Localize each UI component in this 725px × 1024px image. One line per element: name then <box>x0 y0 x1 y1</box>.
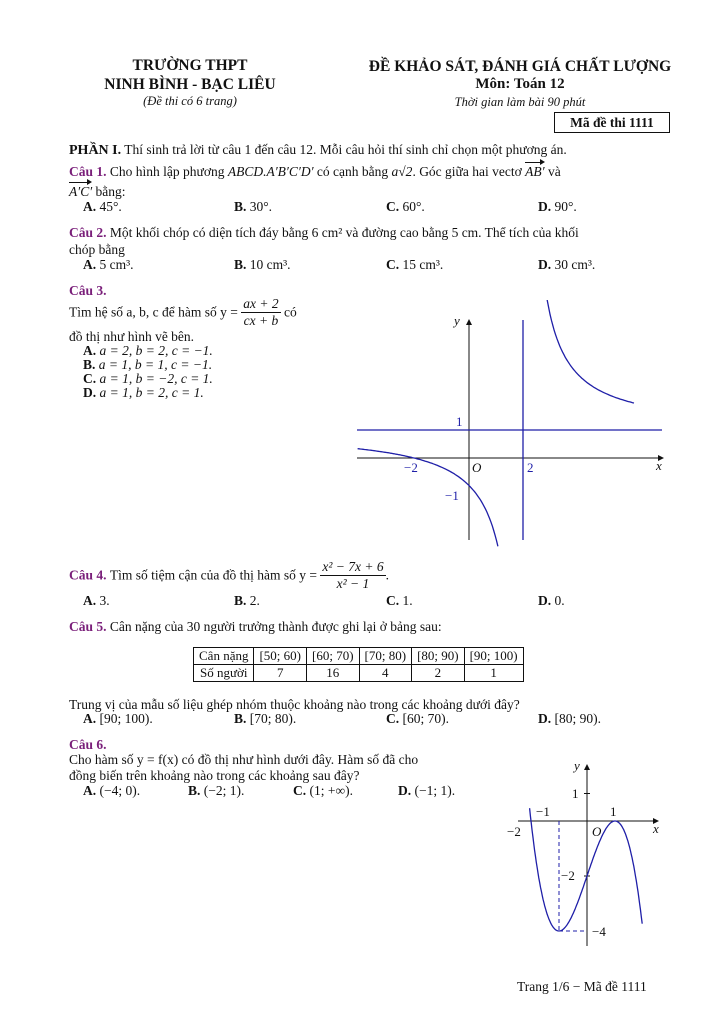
question-text: . Góc giữa hai vectơ <box>412 164 522 179</box>
option-d[interactable] <box>538 257 595 273</box>
option-letter: B. <box>234 199 247 214</box>
question-6-line2: đồng biến trên khoảng nào trong các khoảng sau đây? <box>69 768 360 783</box>
question-label: Câu 4. <box>69 567 107 583</box>
option-letter: C. <box>386 199 400 214</box>
question-5-line2: Trung vị của mẫu số liệu ghép nhóm thuộc khoảng nào trong các khoảng dưới đây? <box>69 697 520 712</box>
school-line2: NINH BÌNH - BẠC LIÊU <box>104 76 276 93</box>
option-value: (−4; 0). <box>99 783 141 798</box>
option-letter: D. <box>83 385 97 400</box>
option-b[interactable] <box>234 199 272 215</box>
option-value: [60; 70). <box>402 711 449 726</box>
option-value: [90; 100). <box>99 711 153 726</box>
question-text: bằng: <box>95 184 126 199</box>
option-value: (1; +∞). <box>309 783 353 798</box>
table-cell: [90; 100) <box>464 648 523 665</box>
question-label: Câu 6. <box>69 737 107 752</box>
duration: Thời gian làm bài 90 phút <box>454 95 586 109</box>
option-value: (−2; 1). <box>203 783 245 798</box>
y-axis-label: y <box>454 313 460 328</box>
option-value: 45°. <box>99 199 122 214</box>
option-c[interactable] <box>386 257 443 273</box>
question-6-line1: Cho hàm số y = f(x) có đồ thị như hình dưới đây. Hàm số đã cho <box>69 752 419 767</box>
question-5 <box>69 619 442 635</box>
option-value: [70; 80). <box>249 711 297 726</box>
option-letter: B. <box>234 593 247 608</box>
question-text: . <box>385 567 389 583</box>
option-letter: C. <box>386 593 400 608</box>
question-label: Câu 3. <box>69 283 107 298</box>
table-cell: [60; 70) <box>307 648 360 665</box>
table-cell: [70; 80) <box>359 648 412 665</box>
option-value: [80; 90). <box>554 711 601 726</box>
tick-label-y-neg1: −1 <box>445 488 459 503</box>
option-d[interactable] <box>83 385 204 401</box>
fraction-numerator: ax + 2 <box>243 296 279 311</box>
option-a[interactable] <box>83 711 153 727</box>
table-cell: 4 <box>359 665 412 682</box>
option-letter: A. <box>83 343 97 358</box>
option-value: 30°. <box>249 199 273 214</box>
fraction-denominator: cx + b <box>243 313 279 328</box>
option-letter: A. <box>83 711 97 726</box>
option-a[interactable] <box>83 199 122 215</box>
option-value: (−1; 1). <box>414 783 456 798</box>
tick-label-x-neg2: −2 <box>507 824 521 839</box>
question-2 <box>69 225 579 241</box>
table-cell: [50; 60) <box>254 648 307 665</box>
option-value: 3. <box>99 593 110 608</box>
option-value: 2. <box>249 593 260 608</box>
table-cell: [80; 90) <box>412 648 465 665</box>
option-letter: B. <box>83 357 96 372</box>
option-letter: B. <box>234 257 247 272</box>
option-value: a = 1, b = 1, c = −1. <box>98 357 213 372</box>
graph-question-3 <box>350 300 670 560</box>
option-d[interactable] <box>538 711 601 727</box>
option-d[interactable] <box>538 593 565 609</box>
option-letter: A. <box>83 199 97 214</box>
cubic-curve <box>530 808 643 931</box>
question-1 <box>69 164 561 180</box>
option-letter: D. <box>538 711 552 726</box>
option-letter: D. <box>538 199 552 214</box>
question-2-line2: chóp bằng <box>69 242 125 257</box>
option-c[interactable] <box>293 783 353 799</box>
option-a[interactable] <box>83 783 140 799</box>
option-letter: D. <box>398 783 412 798</box>
option-value: 5 cm³. <box>99 257 134 272</box>
origin-label: O <box>592 824 602 839</box>
question-label: Câu 1. <box>69 164 107 179</box>
option-value: 1. <box>402 593 413 608</box>
option-b[interactable] <box>234 257 291 273</box>
option-letter: C. <box>386 711 400 726</box>
option-d[interactable] <box>538 199 577 215</box>
option-a[interactable] <box>83 593 110 609</box>
table-cell: 2 <box>412 665 465 682</box>
math-expr: ABCD.A′B′C′D′ <box>227 164 314 179</box>
weight-table <box>193 647 524 682</box>
option-letter: A. <box>83 257 97 272</box>
subject: Môn: Toán 12 <box>475 76 565 92</box>
exam-title: ĐỀ KHẢO SÁT, ĐÁNH GIÁ CHẤT LƯỢNG <box>368 58 672 75</box>
x-axis-label: x <box>656 458 662 473</box>
option-letter: B. <box>188 783 201 798</box>
option-letter: C. <box>386 257 400 272</box>
table-cell: 7 <box>254 665 307 682</box>
question-4 <box>69 559 389 592</box>
question-text: Tìm số tiệm cận của đồ thị hàm số y = <box>109 567 317 583</box>
question-label: Câu 2. <box>69 225 107 240</box>
option-value: a = 1, b = 2, c = 1. <box>99 385 204 400</box>
tick-label-x-neg1: −1 <box>536 804 550 819</box>
option-b[interactable] <box>234 593 260 609</box>
question-text: Cân nặng của 30 người trưởng thành được ghi lại ở bảng sau: <box>109 619 442 634</box>
vector-ac: A′C′ <box>69 184 93 199</box>
option-letter: A. <box>83 783 97 798</box>
question-label: Câu 5. <box>69 619 107 634</box>
option-letter: C. <box>83 371 97 386</box>
origin-label: O <box>472 460 482 475</box>
option-c[interactable] <box>386 593 413 609</box>
school-header <box>70 56 310 94</box>
fraction <box>241 296 280 329</box>
question-text: có <box>283 304 297 320</box>
tick-label-x-1: 1 <box>610 804 617 819</box>
vector-ab: AB′ <box>525 164 545 179</box>
option-letter: A. <box>83 593 97 608</box>
graph-question-6 <box>500 750 675 950</box>
option-value: 15 cm³. <box>402 257 444 272</box>
option-value: 90°. <box>554 199 577 214</box>
option-c[interactable] <box>386 199 425 215</box>
pages-note: (Đề thi có 6 trang) <box>143 94 237 108</box>
tick-label-y-neg4: −4 <box>592 924 606 939</box>
part1-title: PHẦN I. <box>69 143 122 158</box>
fraction-numerator: x² − 7x + 6 <box>322 559 384 574</box>
fraction-denominator: x² − 1 <box>336 576 370 591</box>
table-cell: 1 <box>464 665 523 682</box>
option-b[interactable] <box>234 711 296 727</box>
school-line1: TRƯỜNG THPT <box>132 57 248 74</box>
question-1-line2 <box>69 184 126 200</box>
option-value: 0. <box>554 593 565 608</box>
option-letter: C. <box>293 783 307 798</box>
x-axis-label: x <box>653 821 659 836</box>
option-c[interactable] <box>386 711 449 727</box>
table-header: Cân nặng <box>194 648 254 665</box>
table-cell: 16 <box>307 665 360 682</box>
tick-label-y-1: 1 <box>572 786 579 801</box>
y-axis-label: y <box>574 758 580 773</box>
option-value: a = 2, b = 2, c = −1. <box>99 343 213 358</box>
option-b[interactable] <box>188 783 244 799</box>
option-letter: D. <box>538 593 552 608</box>
question-text: có cạnh bằng <box>316 164 389 179</box>
fraction <box>320 559 385 592</box>
question-3-text <box>69 296 297 329</box>
table-header: Số người <box>194 665 254 682</box>
tick-label-x-neg2: −2 <box>404 460 418 475</box>
question-text: Cho hình lập phương <box>109 164 225 179</box>
option-a[interactable] <box>83 257 134 273</box>
question-text: Tìm hệ số a, b, c để hàm số y = <box>69 304 238 320</box>
option-value: 10 cm³. <box>249 257 291 272</box>
tick-label-y-1: 1 <box>456 414 463 429</box>
option-letter: D. <box>538 257 552 272</box>
tick-label-x-2: 2 <box>527 460 534 475</box>
question-3-line2: đồ thị như hình vẽ bên. <box>69 329 195 344</box>
part1-heading <box>69 142 567 159</box>
tick-label-y-neg2: −2 <box>561 868 575 883</box>
option-d[interactable] <box>398 783 455 799</box>
math-expr: a√2 <box>391 164 413 179</box>
option-value: 30 cm³. <box>554 257 596 272</box>
part1-instruction: Thí sinh trả lời từ câu 1 đến câu 12. Mỗi câu hỏi thí sinh chỉ chọn một phương án. <box>124 142 567 157</box>
question-text: và <box>547 164 561 179</box>
option-value: 60°. <box>402 199 425 214</box>
option-letter: B. <box>234 711 247 726</box>
curve-right-branch <box>545 300 634 403</box>
exam-code-box: Mã đề thi 1111 <box>554 112 670 133</box>
page-footer: Trang 1/6 − Mã đề 1111 <box>517 979 647 994</box>
table-row-counts <box>194 665 524 682</box>
option-value: a = 1, b = −2, c = 1. <box>99 371 213 386</box>
table-row-intervals <box>194 648 524 665</box>
question-text: Một khối chóp có diện tích đáy bằng 6 cm² và đường cao bằng 5 cm. Thể tích của khối <box>109 225 579 240</box>
